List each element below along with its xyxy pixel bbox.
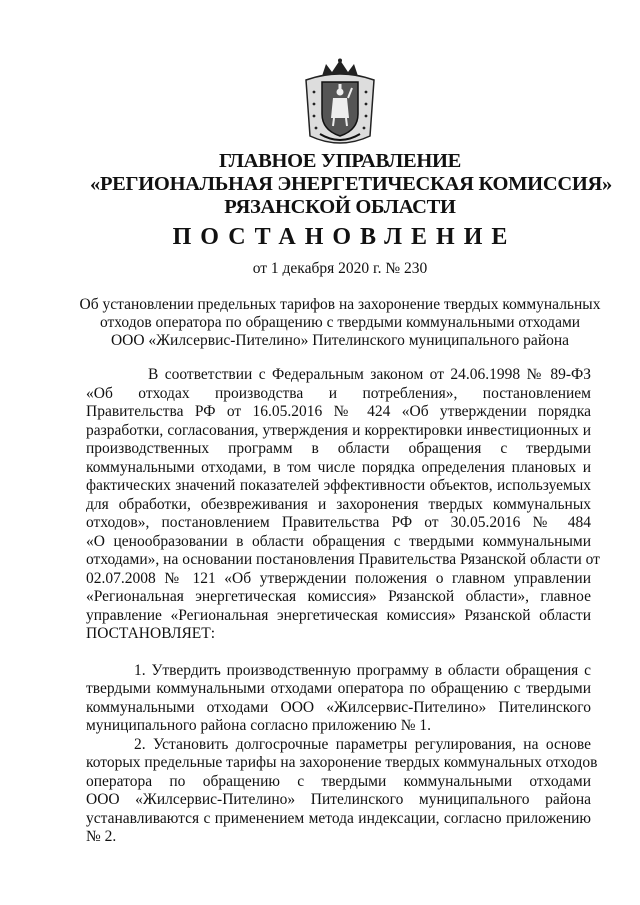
document-subject	[60, 296, 620, 350]
issuer-line-1: ГЛАВНОЕ УПРАВЛЕНИЕ	[218, 150, 462, 172]
text-line: В соответствии с Федеральным законом от 24.06.1998 № 89-ФЗ	[148, 366, 591, 383]
text-line: № 2.	[86, 828, 117, 845]
text-line: ПОСТАНОВЛЯЕТ:	[86, 625, 216, 642]
subject-line: ООО «Жилсервис-Пителино» Пителинского муниципального района	[110, 332, 570, 349]
text-line: отходов», постановлением Правительства РФ от 30.05.2016 № 484	[86, 514, 591, 531]
text-line: для обработки, обезвреживания и захоронения твердых коммунальных	[86, 495, 591, 513]
text-line: ООО «Жилсервис-Пителино» Пителинского муниципального района	[86, 791, 591, 808]
document-body	[86, 366, 600, 847]
text-line: 2. Установить долгосрочные параметры регулирования, на основе	[134, 735, 591, 753]
text-line: коммунальными отходами ООО «Жилсервис-Пителино» Пителинского	[86, 698, 591, 716]
text-line: 1. Утвердить производственную программу в области обращения с	[134, 661, 591, 679]
date-and-number: от 1 декабря 2020 г. № 230	[252, 260, 428, 277]
subject-line: Об установлении предельных тарифов на захоронение твердых коммунальных	[79, 296, 601, 313]
issuer-line-2: «РЕГИОНАЛЬНАЯ ЭНЕРГЕТИЧЕСКАЯ КОМИССИЯ»	[90, 173, 612, 195]
text-line: коммунальными отходами, в том числе порядка определения плановых и	[86, 458, 591, 476]
subject-line: отходов оператора по обращению с твердыми коммунальными отходами	[99, 314, 581, 331]
text-line: оператора по обращению с твердыми коммунальными отходами	[86, 772, 591, 790]
item-2-paragraph	[86, 735, 598, 847]
item-1-paragraph	[86, 662, 591, 736]
text-line: «О ценообразовании в области обращения с твердыми коммунальными	[86, 532, 591, 550]
text-line: устанавливаются с применением метода индексации, согласно приложению	[86, 809, 591, 827]
issuer-line-3: РЯЗАНСКОЙ ОБЛАСТИ	[224, 196, 456, 218]
text-line: муниципального района согласно приложению № 1.	[86, 717, 431, 734]
coat-of-arms-icon	[300, 58, 380, 146]
text-line: Правительства РФ от 16.05.2016 № 424 «Об утверждении порядка	[86, 403, 591, 420]
document-type-title: ПОСТАНОВЛЕНИЕ	[172, 224, 517, 250]
text-line: твердыми коммунальными отходами оператора по обращению с твердыми	[86, 680, 591, 697]
text-line: 02.07.2008 № 121 «Об утверждении положения о главном управлении	[86, 569, 591, 587]
text-line: отходами», на основании постановления Правительства Рязанской области от	[86, 551, 600, 568]
text-line: управление «Региональная энергетическая комиссия» Рязанской области	[86, 606, 591, 624]
text-line: фактических значений показателей эффективности объектов, используемых	[86, 477, 591, 494]
text-line: «Об отходах производства и потребления», постановлением	[86, 384, 591, 402]
text-line: «Региональная энергетическая комиссия» Рязанской области», главное	[86, 588, 591, 605]
text-line: разработки, согласования, утверждения и корректировки инвестиционных и	[86, 421, 591, 439]
text-line: производственных программ в области обращения с твердыми	[86, 440, 591, 457]
preamble-paragraph	[86, 366, 600, 644]
issuer-heading	[90, 150, 612, 219]
text-line: которых предельные тарифы на захоронение твердых коммунальных отходов	[86, 754, 598, 771]
